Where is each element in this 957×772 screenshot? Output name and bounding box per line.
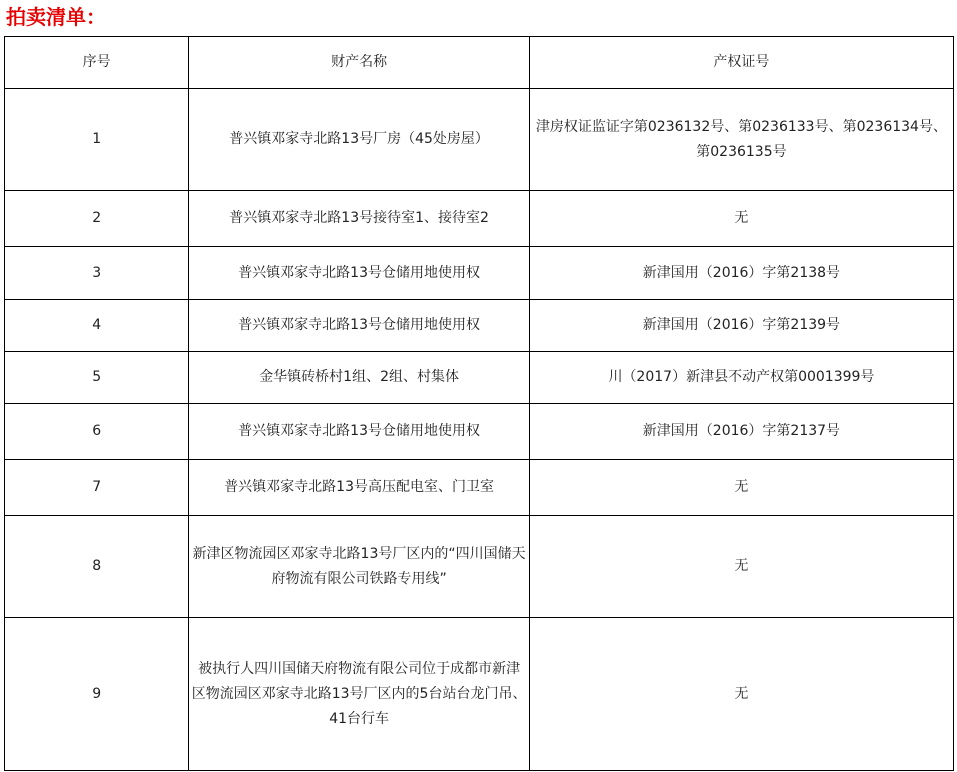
auction-list-table: [4, 36, 954, 771]
table-header-row: [5, 37, 954, 89]
property-name: 普兴镇邓家寺北路13号仓储用地使用权: [189, 300, 530, 352]
property-name: 金华镇砖桥村1组、2组、村集体: [189, 352, 530, 404]
row-number: 5: [5, 352, 189, 404]
row-number: 2: [5, 191, 189, 247]
property-name: 被执行人四川国储天府物流有限公司位于成都市新津区物流园区邓家寺北路13号厂区内的5台站台龙门吊、41台行车: [189, 618, 530, 771]
row-number: 9: [5, 618, 189, 771]
certificate-number: 无: [529, 516, 953, 618]
certificate-number: 津房权证监证字第0236132号、第0236133号、第0236134号、第0236135号: [529, 89, 953, 191]
property-name: 普兴镇邓家寺北路13号仓储用地使用权: [189, 247, 530, 300]
table-row: [5, 89, 954, 191]
table-row: [5, 460, 954, 516]
property-name: 新津区物流园区邓家寺北路13号厂区内的“四川国储天府物流有限公司铁路专用线”: [189, 516, 530, 618]
row-number: 1: [5, 89, 189, 191]
certificate-number: 无: [529, 191, 953, 247]
column-header-number: 序号: [5, 37, 189, 89]
table-row: [5, 516, 954, 618]
property-name: 普兴镇邓家寺北路13号高压配电室、门卫室: [189, 460, 530, 516]
row-number: 4: [5, 300, 189, 352]
property-name: 普兴镇邓家寺北路13号接待室1、接待室2: [189, 191, 530, 247]
column-header-property-name: 财产名称: [189, 37, 530, 89]
row-number: 8: [5, 516, 189, 618]
certificate-number: 新津国用（2016）字第2137号: [529, 404, 953, 460]
table-row: [5, 404, 954, 460]
row-number: 6: [5, 404, 189, 460]
property-name: 普兴镇邓家寺北路13号厂房（45处房屋）: [189, 89, 530, 191]
certificate-number: 新津国用（2016）字第2139号: [529, 300, 953, 352]
row-number: 3: [5, 247, 189, 300]
table-row: [5, 247, 954, 300]
table-row: [5, 191, 954, 247]
table-row: [5, 618, 954, 771]
row-number: 7: [5, 460, 189, 516]
certificate-number: 无: [529, 460, 953, 516]
page-title: 拍卖清单：: [6, 5, 106, 29]
column-header-certificate-number: 产权证号: [529, 37, 953, 89]
certificate-number: 无: [529, 618, 953, 771]
property-name: 普兴镇邓家寺北路13号仓储用地使用权: [189, 404, 530, 460]
certificate-number: 川（2017）新津县不动产权第0001399号: [529, 352, 953, 404]
table-row: [5, 352, 954, 404]
certificate-number: 新津国用（2016）字第2138号: [529, 247, 953, 300]
table-row: [5, 300, 954, 352]
